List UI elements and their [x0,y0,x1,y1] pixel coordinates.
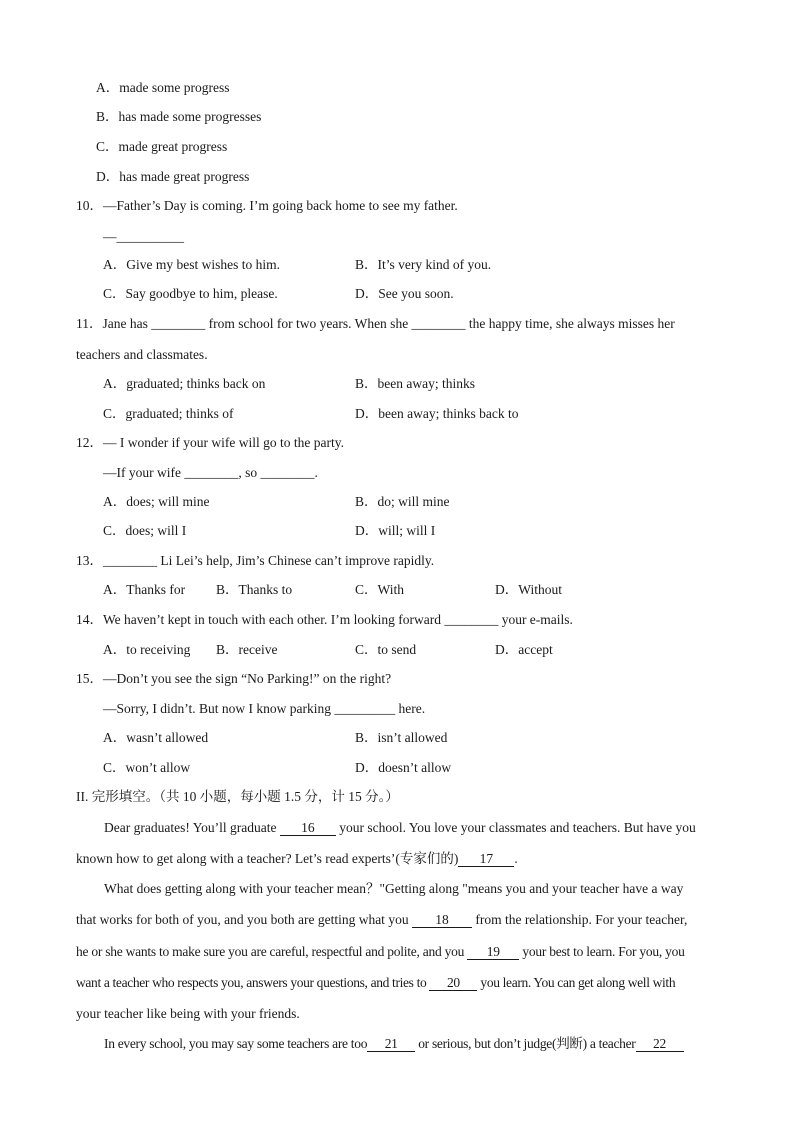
q11-option-a: A．graduated; thinks back on [103,376,266,391]
q13-option-a: A．Thanks for [103,582,186,597]
q10-reply: —__________ [103,229,184,244]
passage-line-8: In every school, you may say some teachers are too 21 or serious, but don’t judge(判断) a teacher 22 [104,1034,684,1054]
q11-stem-cont: teachers and classmates. [76,347,208,362]
q9-option-a: A．made some progress [96,80,230,95]
q12-option-d: D．will; will I [355,523,436,538]
q12-option-c: C．does; will I [103,523,187,538]
q12-reply: —If your wife ________, so ________. [103,465,318,480]
blank-19[interactable]: 19 [467,945,519,960]
blank-17[interactable]: 17 [458,852,514,867]
q10-stem: 10．—Father’s Day is coming. I’m going back home to see my father. [76,198,458,213]
q13-option-b: B．Thanks to [216,582,293,597]
q15-option-c: C．won’t allow [103,760,191,775]
q12-option-b: B．do; will mine [355,494,450,509]
q11-option-d: D．been away; thinks back to [355,406,519,421]
q9-option-c: C．made great progress [96,139,228,154]
q9-option-d: D．has made great progress [96,169,250,184]
q10-option-d: D．See you soon. [355,286,454,301]
q14-stem: 14．We haven’t kept in touch with each other. I’m looking forward ________ your e-mails. [76,612,573,627]
passage-line-4: that works for both of you, and you both are getting what you 18 from the relationship. For your teacher, [76,912,688,927]
q9-option-b: B．has made some progresses [96,109,262,124]
passage-line-6: want a teacher who respects you, answers your questions, and tries to 20 you learn. You can get along well with [76,975,676,990]
q11-stem: 11．Jane has ________ from school for two years. When she ________ the happy time, she always misses her [76,316,675,331]
blank-20[interactable]: 20 [429,976,477,991]
q14-option-a: A．to receiving [103,642,191,657]
passage-line-5: he or she wants to make sure you are careful, respectful and polite, and you 19 your best to learn. For you, you [76,944,685,959]
q10-option-b: B．It’s very kind of you. [355,257,492,272]
q14-option-d: D．accept [495,642,553,657]
blank-22[interactable]: 22 [636,1037,684,1052]
q13-option-d: D．Without [495,582,562,597]
blank-18[interactable]: 18 [412,913,472,928]
passage-line-2: known how to get along with a teacher? Let’s read experts’(专家们的) 17 . [76,851,518,866]
section-heading: II. 完形填空。（共 10 小题，每小题 1.5 分，计 15 分。） [76,789,399,804]
q15-option-a: A．wasn’t allowed [103,730,209,745]
blank-21[interactable]: 21 [367,1037,415,1052]
passage-line-3: What does getting along with your teacher mean？"Getting along "means you and your teacher have a way [104,881,684,896]
q14-option-b: B．receive [216,642,278,657]
q11-option-b: B．been away; thinks [355,376,475,391]
passage-line-7: your teacher like being with your friends. [76,1006,300,1021]
q12-stem: 12．— I wonder if your wife will go to the party. [76,435,344,450]
q13-stem: 13．________ Li Lei’s help, Jim’s Chinese can’t improve rapidly. [76,553,435,568]
q10-option-a: A．Give my best wishes to him. [103,257,280,272]
passage-line-1: Dear graduates! You’ll graduate 16 your school. You love your classmates and teachers. But have you [104,820,696,835]
q13-option-c: C．With [355,582,404,597]
q10-option-c: C．Say goodbye to him, please. [103,286,278,301]
q15-option-b: B．isn’t allowed [355,730,448,745]
q11-option-c: C．graduated; thinks of [103,406,234,421]
q15-stem: 15．—Don’t you see the sign “No Parking!” on the right? [76,671,392,686]
q15-reply: —Sorry, I didn’t. But now I know parking _________ here. [103,701,426,716]
q14-option-c: C．to send [355,642,417,657]
q15-option-d: D．doesn’t allow [355,760,452,775]
q12-option-a: A．does; will mine [103,494,210,509]
blank-16[interactable]: 16 [280,821,336,836]
